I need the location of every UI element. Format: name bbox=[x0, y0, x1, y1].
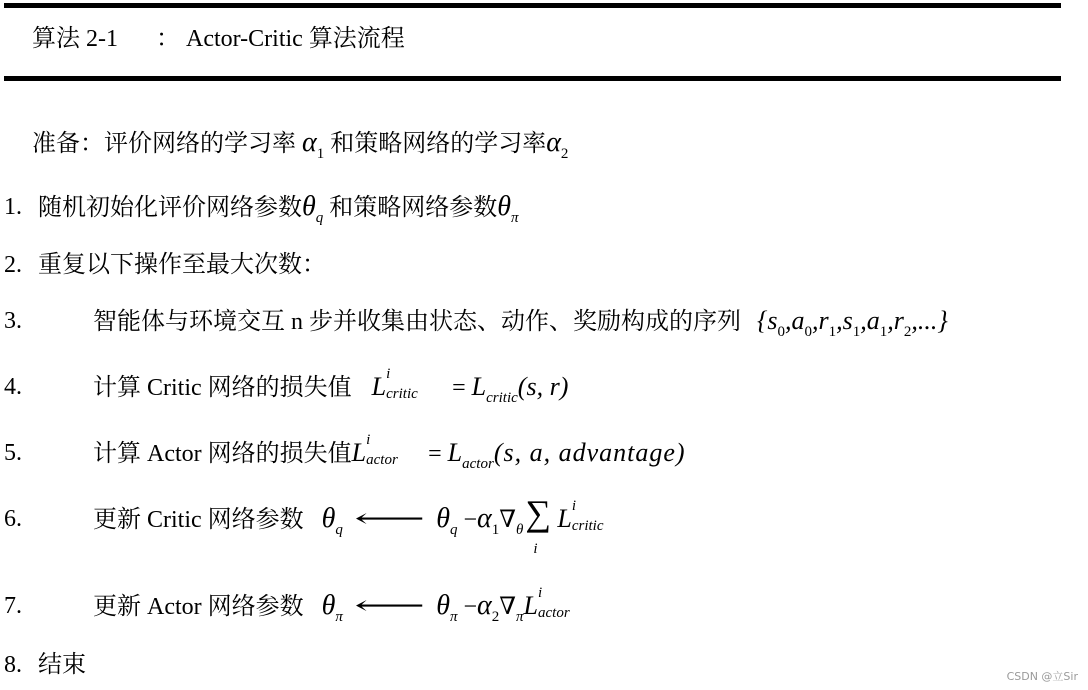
loss-args: (s, a, advantage) bbox=[493, 438, 686, 467]
alpha-symbol-2: α bbox=[546, 127, 561, 158]
watermark: CSDN @立Sir bbox=[1006, 670, 1078, 683]
loss-symbol-rhs: L bbox=[447, 438, 463, 467]
alpha-symbol: α bbox=[302, 127, 317, 158]
loss-sub-critic-rhs: critic bbox=[486, 390, 518, 406]
loss-symbol: L bbox=[523, 591, 538, 620]
minus: − bbox=[463, 594, 478, 620]
header-separator: ： bbox=[156, 26, 180, 52]
algorithm-title: Actor-Critic 算法流程 bbox=[186, 26, 405, 52]
top-rule bbox=[4, 3, 1061, 8]
alpha-symbol: α bbox=[477, 590, 492, 621]
theta-symbol: θ bbox=[321, 503, 336, 534]
theta-sub-q: q bbox=[335, 522, 343, 538]
prep-text-2: 和策略网络的学习率 bbox=[330, 131, 547, 157]
loss-symbol-rhs: L bbox=[471, 372, 487, 401]
nabla: ∇ bbox=[499, 594, 517, 620]
prep-text-1: 准备：评价网络的学习率 bbox=[32, 131, 296, 157]
equals: = bbox=[428, 441, 442, 467]
step-number: 4. bbox=[4, 374, 22, 400]
loss-sub-critic: critic bbox=[386, 386, 418, 402]
theta-sub-pi: π bbox=[335, 609, 343, 625]
nabla-sub-pi: π bbox=[516, 609, 524, 625]
theta-symbol-rhs: θ bbox=[436, 503, 450, 534]
nabla-sub-theta: θ bbox=[515, 522, 524, 538]
step-6 bbox=[0, 493, 1088, 564]
step-text: 计算 Actor 网络的损失值 bbox=[93, 441, 352, 467]
loss-sub-actor-rhs: actor bbox=[462, 456, 494, 472]
alpha-symbol: α bbox=[477, 503, 492, 534]
step-text-2: 和策略网络参数 bbox=[329, 195, 498, 221]
loss-sup-i: i bbox=[571, 498, 576, 514]
alpha-sub-1: 1 bbox=[316, 146, 325, 162]
step-number: 3. bbox=[4, 308, 22, 334]
loss-sup-i: i bbox=[538, 585, 543, 601]
step-number: 8. bbox=[4, 652, 22, 678]
loss-sub-actor: actor bbox=[538, 605, 570, 621]
theta-symbol-2: θ bbox=[497, 191, 512, 222]
algorithm-header bbox=[32, 24, 405, 54]
prep-line bbox=[32, 128, 568, 169]
theta-sub-pi: π bbox=[511, 210, 519, 226]
theta-sub-pi-rhs: π bbox=[449, 609, 458, 625]
loss-symbol: L bbox=[351, 438, 367, 467]
theta-symbol-rhs: θ bbox=[436, 590, 450, 621]
header-rule bbox=[4, 76, 1061, 81]
loss-symbol: L bbox=[557, 504, 572, 533]
step-text: 重复以下操作至最大次数： bbox=[38, 252, 326, 278]
alpha-sub-2: 2 bbox=[491, 609, 500, 625]
sequence: $\{s_0,a_0,r_1,s_1,a_1,r_2,...\}$ bbox=[757, 306, 948, 340]
loss-sub-critic: critic bbox=[571, 518, 604, 534]
step-text: 随机初始化评价网络参数 bbox=[38, 195, 302, 221]
loss-sup-i: i bbox=[386, 366, 391, 382]
step-text: 智能体与环境交互 n 步并收集由状态、动作、奖励构成的序列 bbox=[93, 309, 741, 335]
update-arrow: ⟵ bbox=[354, 504, 425, 533]
step-number: 5. bbox=[4, 440, 22, 466]
step-number: 2. bbox=[4, 252, 22, 278]
alpha-sub-2: 2 bbox=[560, 146, 569, 162]
step-number: 7. bbox=[4, 593, 22, 619]
sum-operator: ∑ i bbox=[525, 493, 552, 557]
theta-sub-q: q bbox=[315, 210, 324, 226]
theta-symbol: θ bbox=[321, 590, 336, 621]
theta-sub-q-rhs: q bbox=[449, 522, 458, 538]
equals: = bbox=[452, 375, 466, 401]
step-text: 更新 Critic 网络参数 bbox=[93, 507, 304, 533]
step-number: 1. bbox=[4, 194, 22, 220]
algorithm-label: 算法 2-1 bbox=[32, 26, 118, 52]
step-text: 结束 bbox=[38, 652, 86, 678]
step-text: 计算 Critic 网络的损失值 bbox=[93, 375, 352, 401]
alpha-sub-1: 1 bbox=[491, 522, 500, 538]
loss-sup-i: i bbox=[366, 432, 371, 448]
step-text: 更新 Actor 网络参数 bbox=[93, 594, 304, 620]
minus: − bbox=[463, 507, 478, 533]
theta-symbol: θ bbox=[302, 191, 316, 222]
step-number: 6. bbox=[4, 506, 22, 532]
loss-sub-actor: actor bbox=[366, 452, 398, 468]
update-arrow: ⟵ bbox=[354, 591, 425, 620]
loss-args: (s, r) bbox=[517, 372, 569, 401]
loss-symbol: L bbox=[371, 372, 387, 401]
nabla: ∇ bbox=[499, 507, 516, 533]
